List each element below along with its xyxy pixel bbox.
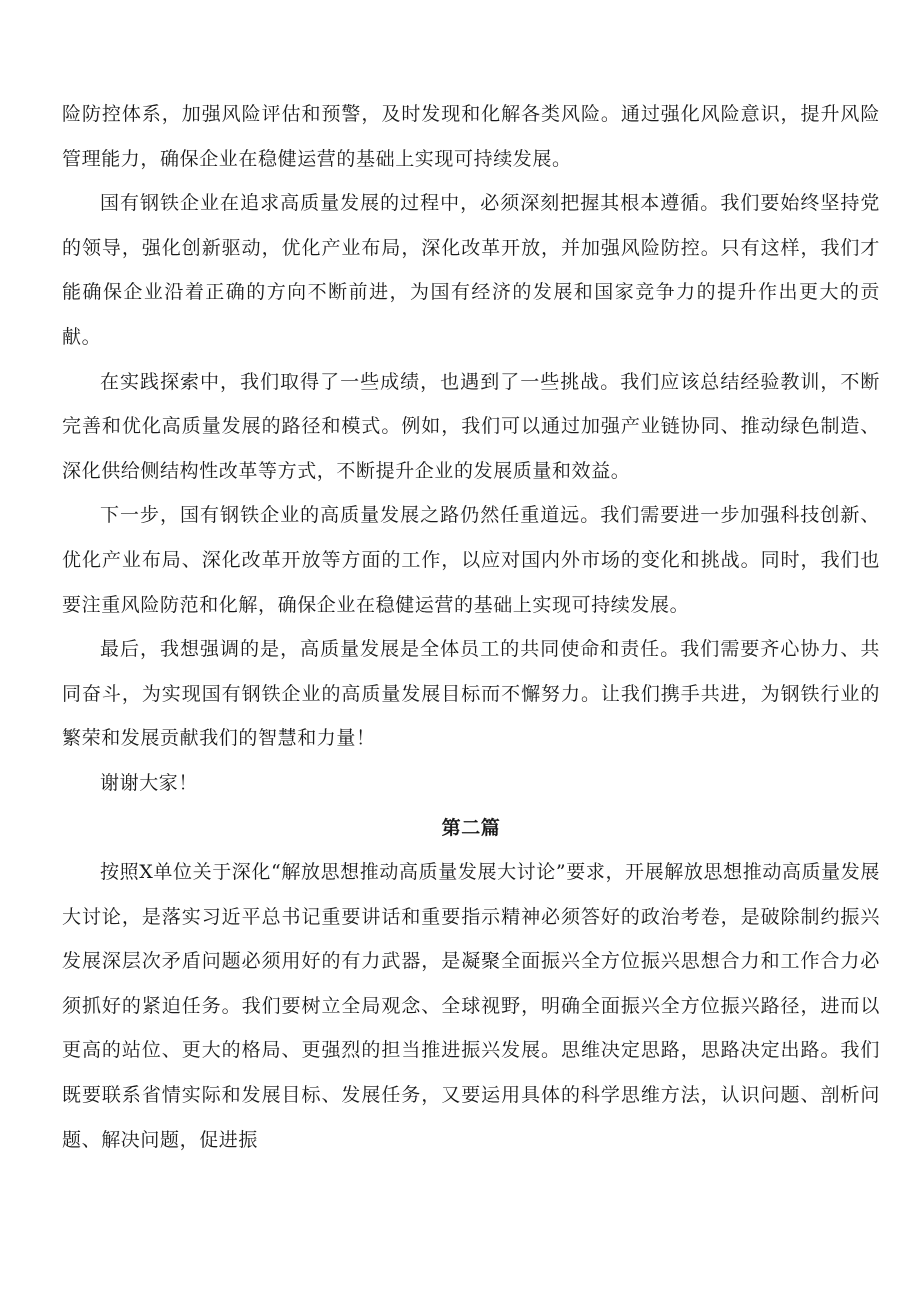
- paragraph-closing-emphasis: 最后，我想强调的是，高质量发展是全体员工的共同使命和责任。我们需要齐心协力、共同奋斗，为实现国有钢铁企业的高质量发展目标而不懈努力。让我们携手共进，为钢铁行业的繁荣和发展贡献我们的智慧和力量！: [62, 638, 880, 750]
- paragraph-next-steps: 下一步，国有钢铁企业的高质量发展之路仍然任重道远。我们需要进一步加强科技创新、优化产业布局、深化改革开放等方面的工作，以应对国内外市场的变化和挑战。同时，我们也要注重风险防范和化解，确保企业在稳健运营的基础上实现可持续发展。: [62, 504, 880, 616]
- paragraph-fundamental-principles: 国有钢铁企业在追求高质量发展的过程中，必须深刻把握其根本遵循。我们要始终坚持党的领导，强化创新驱动，优化产业布局，深化改革开放，并加强风险防控。只有这样，我们才能确保企业沿着正确的方向不断前进，为国有经济的发展和国家竞争力的提升作出更大的贡献。: [62, 192, 880, 348]
- paragraph-risk-control: 险防控体系，加强风险评估和预警，及时发现和化解各类风险。通过强化风险意识，提升风险管理能力，确保企业在稳健运营的基础上实现可持续发展。: [62, 103, 880, 170]
- section-heading: 第二篇: [441, 816, 501, 839]
- paragraph-thanks: 谢谢大家！: [100, 771, 199, 794]
- paragraph-practice-exploration: 在实践探索中，我们取得了一些成绩，也遇到了一些挑战。我们应该总结经验教训，不断完善和优化高质量发展的路径和模式。例如，我们可以通过加强产业链协同、推动绿色制造、深化供给侧结构性改革等方式，不断提升企业的发展质量和效益。: [62, 370, 880, 482]
- document-page: [62, 92, 880, 1162]
- paragraph-part2-intro: 按照X单位关于深化“解放思想推动高质量发展大讨论”要求，开展解放思想推动高质量发展大讨论，是落实习近平总书记重要讲话和重要指示精神必须答好的政治考卷，是破除制约振兴发展深层次矛盾问题必须用好的有力武器，是凝聚全面振兴全方位振兴思想合力和工作合力必须抓好的紧迫任务。我们要树立全局观念、全球视野，明确全面振兴全方位振兴路径，进而以更高的站位、更大的格局、更强烈的担当推进振兴发展。思维决定思路，思路决定出路。我们既要联系省情实际和发展目标、发展任务，又要运用具体的科学思维方法，认识问题、剖析问题、解决问题，促进振: [62, 861, 880, 1151]
